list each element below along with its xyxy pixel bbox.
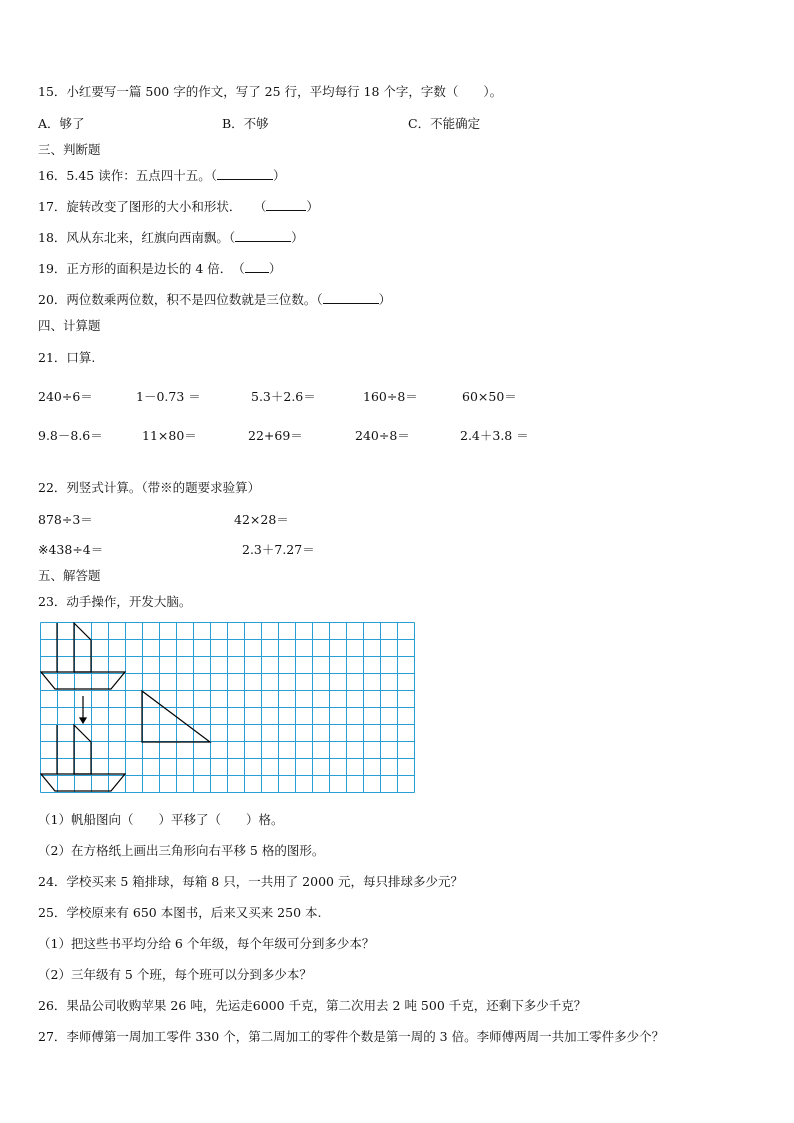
section-judge-heading: 三、判断题	[38, 142, 101, 157]
vertical-calc-item: 42×28＝	[234, 512, 289, 527]
question-27: 27．李师傅第一周加工零件 330 个，第二周加工的零件个数是第一周的 3 倍。李师傅两周一共加工零件多少个？	[38, 1029, 665, 1044]
option-a: A．够了	[38, 116, 85, 131]
question-22-title: 22．列竖式计算。（带※的题要求验算）	[38, 480, 261, 495]
question-21-title: 21．口算.	[38, 350, 96, 365]
question-23-part-1: （1）帆船图向（ ）平移了（ ）格。	[38, 812, 284, 827]
section-answer-heading: 五、解答题	[38, 568, 101, 583]
oral-calc-item: 160÷8＝	[363, 389, 418, 404]
oral-calc-item: 2.4＋3.8 ＝	[460, 428, 529, 443]
question-20: 20．两位数乘两位数，积不是四位数就是三位数。（ ）	[38, 292, 392, 307]
section-calc-heading: 四、计算题	[38, 318, 101, 333]
oral-calc-item: 9.8－8.6＝	[38, 428, 103, 443]
vertical-calc-item: 2.3＋7.27＝	[242, 542, 315, 557]
answer-blank[interactable]	[323, 292, 379, 304]
option-c: C．不能确定	[408, 116, 481, 131]
vertical-calc-item: ※438÷4＝	[38, 542, 104, 557]
question-19: 19．正方形的面积是边长的 4 倍． （ ）	[38, 261, 282, 276]
question-17: 17．旋转改变了图形的大小和形状． （ ）	[38, 199, 319, 214]
question-23-part-2: （2）在方格纸上画出三角形向右平移 5 格的图形。	[38, 843, 325, 858]
question-16: 16．5.45 读作：五点四十五。（ ）	[38, 168, 286, 183]
answer-blank[interactable]	[235, 230, 291, 242]
oral-calc-item: 60×50＝	[462, 389, 517, 404]
answer-blank[interactable]	[245, 261, 269, 273]
question-25-part-2: （2）三年级有 5 个班，每个班可以分到多少本？	[38, 967, 312, 982]
translation-arrow-icon	[80, 696, 86, 723]
question-15: 15．小红要写一篇 500 字的作文，写了 25 行，平均每行 18 个字，字数（ ）。	[38, 84, 503, 99]
answer-blank[interactable]	[266, 199, 306, 211]
question-23-title: 23．动手操作，开发大脑。	[38, 594, 192, 609]
question-24: 24．学校买来 5 箱排球，每箱 8 只，一共用了 2000 元，每只排球多少元？	[38, 874, 463, 889]
oral-calc-item: 1－0.73 ＝	[136, 389, 201, 404]
answer-blank[interactable]	[217, 168, 273, 180]
grid-figure[interactable]	[40, 622, 416, 797]
oral-calc-item: 240÷8＝	[355, 428, 410, 443]
oral-calc-item: 11×80＝	[142, 428, 197, 443]
vertical-calc-item: 878÷3＝	[38, 512, 93, 527]
square-grid	[41, 623, 415, 793]
option-b: B．不够	[222, 116, 269, 131]
question-25: 25．学校原来有 650 本图书，后来又买来 250 本.	[38, 905, 322, 920]
oral-calc-item: 240÷6＝	[38, 389, 93, 404]
question-26: 26．果品公司收购苹果 26 吨，先运走6000 千克，第二次用去 2 吨 500 千克，还剩下多少千克？	[38, 998, 587, 1013]
oral-calc-item: 5.3＋2.6＝	[251, 389, 316, 404]
question-25-part-1: （1）把这些书平均分给 6 个年级，每个年级可分到多少本？	[38, 936, 375, 951]
question-18: 18．风从东北来，红旗向西南飘。（ ）	[38, 230, 304, 245]
oral-calc-item: 22+69＝	[248, 428, 303, 443]
